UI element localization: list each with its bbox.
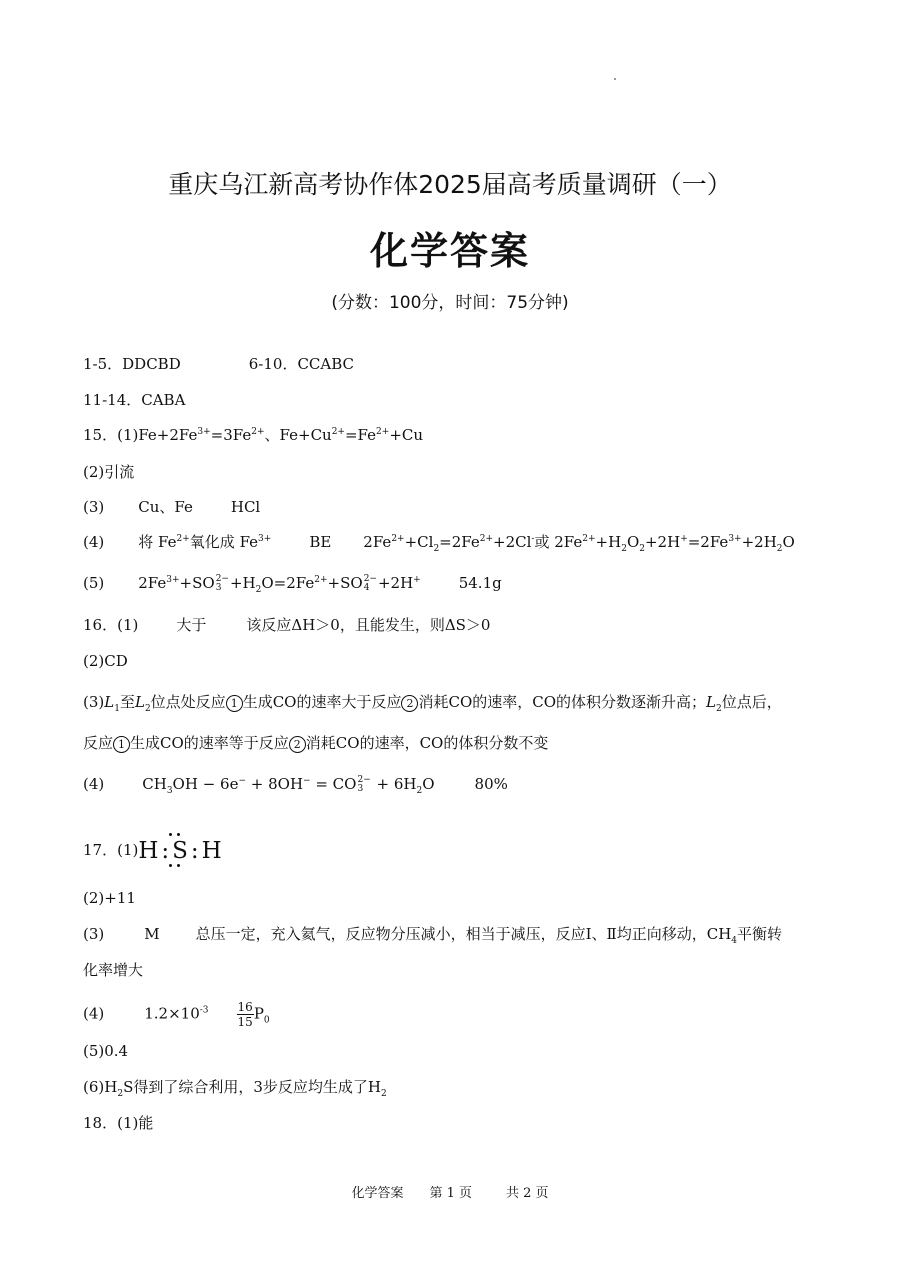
q15-part1: 15．$(1)Fe+2Fe^{3+}=3Fe^{2+}$、$Fe+Cu^{2+}=Fe^{2+}+Cu$: [83, 426, 424, 444]
q18-part1: 18．(1)能: [83, 1114, 154, 1132]
circled-1-icon: 1: [226, 695, 243, 712]
scan-speck: [614, 78, 616, 80]
q16-part3-line2: 反应 1 生成CO的速率等于反应 2 消耗CO的速率，CO的体积分数不变: [83, 734, 549, 752]
q16-part4: (4) $CH_3OH - 6e^- + 8OH^- = CO2-$ $3 + 6H_2O$ 80%: [83, 775, 508, 796]
q17-part3-line1: (3) M 总压一定，充入氦气，反应物分压减小，相当于减压，反应Ⅰ、Ⅱ均正向移动，$CH_4$平衡转: [83, 925, 783, 946]
q17-part1: 17．(1)H : S : H: [83, 836, 222, 865]
circled-1-icon: 1: [113, 736, 130, 753]
subject-heading: 化学答案: [369, 229, 530, 273]
circled-2-icon: 2: [401, 695, 418, 712]
q16-part2: (2)CD: [83, 652, 128, 670]
mc-answers-11-14: 11-14．CABA: [83, 391, 186, 409]
q17-part2: (2)+11: [83, 889, 136, 907]
page-footer: 化学答案 第 1 页 共 2 页: [351, 1186, 549, 1201]
q15-part2: (2)引流: [83, 463, 135, 481]
q17-part3-line2: 化率增大: [83, 961, 144, 979]
q17-part6: $(6)H_2S$得到了综合利用，3步反应均生成了$H_2$: [83, 1078, 387, 1099]
q17-part4: (4) $1.2\times 10^{-3}$ $\frac{16}{15}$ $P_0$: [83, 1000, 270, 1029]
exam-info: (分数：100分，时间：75分钟): [331, 293, 569, 313]
h2s-lewis-structure: H : S : H: [138, 837, 221, 865]
circled-2-icon: 2: [289, 736, 306, 753]
q17-part5: (5)0.4: [83, 1042, 129, 1060]
answers-6-10: 6-10．CCABC: [248, 355, 355, 373]
answers-1-5: 1-5．DDCBD: [83, 355, 181, 373]
fraction: $\frac{16}{15}$: [237, 1000, 253, 1029]
q15-part4: (4) 将 $Fe^{2+}$氧化成 $Fe^{3+}$ BE $2Fe^{2+}+Cl_2=2Fe^{2+}+2Cl^-$或 $2Fe^{2+}+H_2O_2+2H^+=2Fe^{3+}+2H_2O$: [83, 533, 795, 554]
q15-part3: (3) Cu、Fe HCl: [83, 498, 261, 516]
q15-part5: (5) $2Fe^{3+}+SO2-$ $3 +H_2O=2Fe^{2+}+SO2-$ 4 +2H+ 54.1g: [83, 574, 502, 595]
exam-title: 重庆乌江新高考协作体2025届高考质量调研（一）: [168, 170, 732, 199]
mc-answers-1-10: [83, 354, 354, 374]
q16-part1: 16．(1) 大于 该反应ΔH＞0，且能发生，则ΔS＞0: [83, 616, 491, 634]
q16-part3-line1: $(3)L_1$至$L_2$位点处反应 1 生成CO的速率大于反应 2 消耗CO的速率，CO的体积分数逐渐升高；$L_2$位点后，: [83, 693, 782, 714]
